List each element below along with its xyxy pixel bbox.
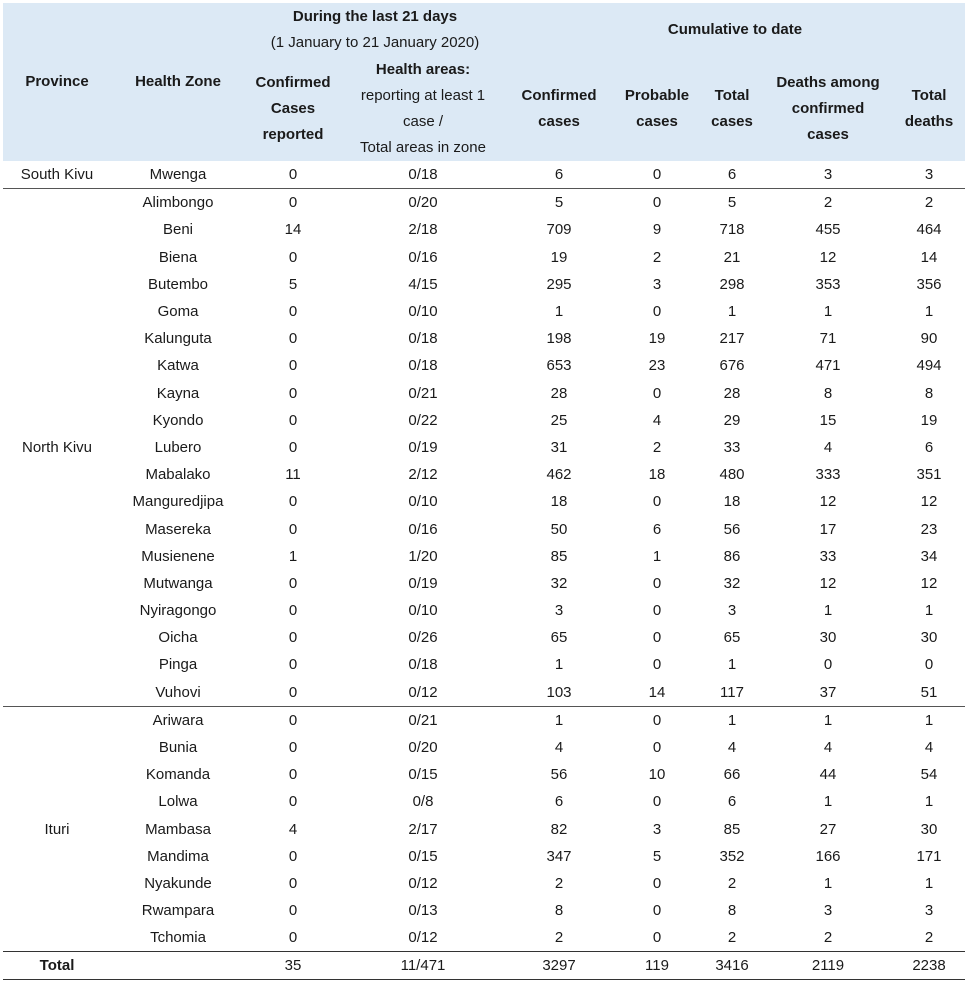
value-cell: 6 bbox=[554, 166, 564, 184]
value-cell: 44 bbox=[819, 766, 837, 784]
table-row bbox=[3, 679, 965, 707]
value-cell: 10 bbox=[648, 766, 666, 784]
value-cell: 12 bbox=[920, 574, 938, 592]
value-cell: 82 bbox=[550, 820, 568, 838]
table-row bbox=[3, 543, 965, 570]
value-cell: 4 bbox=[823, 739, 833, 757]
health-zone-cell: Lubero bbox=[154, 438, 202, 456]
value-cell: 0 bbox=[288, 574, 298, 592]
value-cell: 0/10 bbox=[408, 493, 438, 511]
col-province-header: Province bbox=[3, 3, 111, 161]
value-cell: 65 bbox=[550, 629, 568, 647]
value-cell: 295 bbox=[546, 275, 572, 293]
value-cell: 23 bbox=[920, 520, 938, 538]
value-cell: 27 bbox=[819, 820, 837, 838]
value-cell: 0/12 bbox=[408, 929, 438, 947]
value-cell: 2 bbox=[554, 874, 564, 892]
value-cell: 34 bbox=[920, 547, 938, 565]
total-row bbox=[3, 952, 965, 980]
health-zone-cell: Alimbongo bbox=[111, 189, 245, 217]
value-cell: 56 bbox=[723, 520, 741, 538]
value-cell: 2 bbox=[652, 438, 662, 456]
value-cell: 0 bbox=[652, 739, 662, 757]
value-cell: 6 bbox=[924, 438, 934, 456]
value-cell: 0 bbox=[288, 384, 298, 402]
health-zone-cell: Manguredjipa bbox=[132, 493, 224, 511]
health-zone-cell: Musienene bbox=[141, 547, 215, 565]
health-zone-cell: Lolwa bbox=[158, 793, 198, 811]
value-cell: 653 bbox=[546, 357, 572, 375]
value-cell: 0/13 bbox=[408, 902, 438, 920]
value-cell: 0/18 bbox=[408, 656, 438, 674]
value-cell: 3 bbox=[554, 602, 564, 620]
value-cell: 0 bbox=[288, 357, 298, 375]
health-zone-cell: Goma bbox=[157, 303, 199, 321]
value-cell: 0/20 bbox=[341, 189, 505, 217]
value-cell: 0/15 bbox=[408, 847, 438, 865]
value-cell: 0 bbox=[288, 656, 298, 674]
value-cell: 0 bbox=[245, 706, 341, 734]
health-zone-cell: Kayna bbox=[156, 384, 200, 402]
value-cell: 14 bbox=[648, 683, 666, 701]
health-zone-cell: Biena bbox=[158, 248, 198, 266]
value-cell: 0 bbox=[288, 248, 298, 266]
health-zone-cell: Mambasa bbox=[145, 820, 211, 838]
value-cell: 0 bbox=[652, 303, 662, 321]
value-cell: 31 bbox=[550, 438, 568, 456]
value-cell: 0/16 bbox=[408, 520, 438, 538]
value-cell: 171 bbox=[916, 847, 942, 865]
value-cell: 0/19 bbox=[408, 438, 438, 456]
value-cell: 85 bbox=[550, 547, 568, 565]
value-cell: 9 bbox=[652, 221, 662, 239]
value-cell: 117 bbox=[720, 683, 744, 701]
value-cell: 25 bbox=[550, 411, 568, 429]
value-cell: 0 bbox=[652, 166, 662, 184]
value-cell: 0 bbox=[652, 384, 662, 402]
value-cell: 2 bbox=[893, 189, 965, 217]
value-cell: 0 bbox=[652, 574, 662, 592]
value-cell: 2 bbox=[727, 874, 737, 892]
value-cell: 1 bbox=[924, 874, 934, 892]
value-cell: 86 bbox=[723, 547, 741, 565]
value-cell: 1 bbox=[763, 706, 893, 734]
total-value-cell: 3297 bbox=[505, 952, 613, 980]
value-cell: 21 bbox=[723, 248, 741, 266]
province-cell: South Kivu bbox=[20, 166, 94, 184]
health-zone-cell: Pinga bbox=[158, 656, 198, 674]
value-cell: 0 bbox=[652, 656, 662, 674]
province-cell: North Kivu bbox=[3, 189, 111, 707]
value-cell: 0/16 bbox=[408, 248, 438, 266]
province-cell: Ituri bbox=[3, 706, 111, 952]
value-cell: 19 bbox=[920, 411, 938, 429]
value-cell: 23 bbox=[648, 357, 666, 375]
value-cell: 0 bbox=[288, 683, 298, 701]
value-cell: 0 bbox=[652, 629, 662, 647]
value-cell: 1 bbox=[823, 874, 833, 892]
table-row bbox=[3, 271, 965, 298]
value-cell: 709 bbox=[546, 221, 572, 239]
value-cell: 0 bbox=[652, 493, 662, 511]
value-cell: 6 bbox=[727, 793, 737, 811]
value-cell: 1 bbox=[823, 793, 833, 811]
table-row bbox=[3, 816, 965, 843]
value-cell: 2 bbox=[823, 929, 833, 947]
value-cell: 4 bbox=[823, 438, 833, 456]
value-cell: 0 bbox=[652, 929, 662, 947]
value-cell: 51 bbox=[920, 683, 938, 701]
table-row bbox=[3, 461, 965, 488]
value-cell: 718 bbox=[719, 221, 745, 239]
value-cell: 0/21 bbox=[341, 706, 505, 734]
value-cell: 0/20 bbox=[408, 739, 438, 757]
health-zone-cell: Mandima bbox=[147, 847, 209, 865]
value-cell: 356 bbox=[916, 275, 942, 293]
value-cell: 90 bbox=[920, 330, 938, 348]
col-total-cases-header: Total cases bbox=[701, 57, 763, 161]
value-cell: 11 bbox=[285, 466, 301, 484]
table-row bbox=[3, 380, 965, 407]
value-cell: 352 bbox=[719, 847, 745, 865]
value-cell: 1 bbox=[652, 547, 662, 565]
value-cell: 71 bbox=[819, 330, 837, 348]
health-zone-cell: Oicha bbox=[158, 629, 198, 647]
value-cell: 0 bbox=[652, 602, 662, 620]
group-last-21-days-subtitle: (1 January to 21 January 2020) bbox=[270, 34, 480, 51]
health-zone-cell: Butembo bbox=[147, 275, 209, 293]
value-cell: 1 bbox=[727, 656, 737, 674]
health-zone-cell: Rwampara bbox=[141, 902, 215, 920]
value-cell: 494 bbox=[916, 357, 942, 375]
group-cumulative-header: Cumulative to date bbox=[505, 3, 965, 57]
health-zone-cell: Bunia bbox=[158, 739, 198, 757]
value-cell: 3 bbox=[823, 166, 833, 184]
value-cell: 0 bbox=[288, 929, 298, 947]
total-value-cell: 3416 bbox=[701, 952, 763, 980]
value-cell: 0 bbox=[288, 902, 298, 920]
value-cell: 18 bbox=[648, 466, 666, 484]
table-row bbox=[3, 244, 965, 271]
value-cell: 0/12 bbox=[408, 683, 438, 701]
total-empty-cell bbox=[111, 952, 245, 980]
value-cell: 2/17 bbox=[408, 820, 438, 838]
value-cell: 65 bbox=[723, 629, 741, 647]
value-cell: 0 bbox=[288, 520, 298, 538]
value-cell: 0 bbox=[924, 656, 934, 674]
value-cell: 1 bbox=[505, 706, 613, 734]
value-cell: 8 bbox=[554, 902, 564, 920]
value-cell: 0/15 bbox=[408, 766, 438, 784]
table-row bbox=[3, 597, 965, 624]
value-cell: 18 bbox=[550, 493, 568, 511]
value-cell: 0/22 bbox=[408, 411, 438, 429]
value-cell: 3 bbox=[652, 820, 662, 838]
value-cell: 14 bbox=[920, 248, 938, 266]
group-last-21-days-header bbox=[245, 3, 505, 57]
value-cell: 0 bbox=[288, 493, 298, 511]
value-cell: 0 bbox=[613, 706, 701, 734]
table-row bbox=[3, 706, 965, 734]
value-cell: 1 bbox=[554, 656, 564, 674]
health-zone-cell: Vuhovi bbox=[155, 683, 201, 701]
value-cell: 2 bbox=[924, 929, 934, 947]
table-row bbox=[3, 761, 965, 788]
value-cell: 6 bbox=[554, 793, 564, 811]
health-zone-cell: Beni bbox=[162, 221, 194, 239]
value-cell: 347 bbox=[546, 847, 572, 865]
col-confirmed-cases-header: Confirmed cases bbox=[505, 57, 613, 161]
value-cell: 0 bbox=[288, 411, 298, 429]
value-cell: 0/10 bbox=[408, 303, 438, 321]
value-cell: 85 bbox=[723, 820, 741, 838]
value-cell: 5 bbox=[288, 275, 298, 293]
value-cell: 0/18 bbox=[408, 166, 438, 184]
value-cell: 3 bbox=[924, 166, 934, 184]
value-cell: 0/21 bbox=[408, 384, 438, 402]
health-zone-cell: Mwenga bbox=[149, 166, 207, 184]
group-last-21-days-title: During the last 21 days bbox=[292, 8, 458, 25]
health-zone-cell: Masereka bbox=[145, 520, 211, 538]
value-cell: 1/20 bbox=[408, 547, 438, 565]
value-cell: 0 bbox=[288, 874, 298, 892]
health-zone-cell: Katwa bbox=[157, 357, 199, 375]
value-cell: 0 bbox=[288, 629, 298, 647]
value-cell: 333 bbox=[815, 466, 841, 484]
col-deaths-confirmed-header: Deaths among confirmed cases bbox=[763, 57, 893, 161]
table-row bbox=[3, 298, 965, 325]
table-row bbox=[3, 488, 965, 515]
value-cell: 4 bbox=[924, 739, 934, 757]
value-cell: 12 bbox=[819, 574, 837, 592]
health-zone-cell: Mabalako bbox=[145, 466, 211, 484]
value-cell: 18 bbox=[723, 493, 741, 511]
value-cell: 29 bbox=[723, 411, 741, 429]
table-row bbox=[3, 161, 965, 189]
value-cell: 2 bbox=[652, 248, 662, 266]
value-cell: 0 bbox=[288, 793, 298, 811]
value-cell: 0/12 bbox=[408, 874, 438, 892]
value-cell: 28 bbox=[723, 384, 741, 402]
value-cell: 0 bbox=[245, 189, 341, 217]
value-cell: 0/18 bbox=[408, 330, 438, 348]
value-cell: 353 bbox=[815, 275, 841, 293]
value-cell: 0 bbox=[652, 874, 662, 892]
table-row bbox=[3, 570, 965, 597]
value-cell: 0/8 bbox=[412, 793, 434, 811]
value-cell: 0 bbox=[288, 602, 298, 620]
total-value-cell: 11/471 bbox=[341, 952, 505, 980]
value-cell: 464 bbox=[916, 221, 942, 239]
value-cell: 0/18 bbox=[408, 357, 438, 375]
value-cell: 5 bbox=[505, 189, 613, 217]
value-cell: 1 bbox=[924, 303, 934, 321]
value-cell: 0 bbox=[652, 793, 662, 811]
table-row bbox=[3, 870, 965, 897]
value-cell: 455 bbox=[815, 221, 841, 239]
value-cell: 2 bbox=[727, 929, 737, 947]
value-cell: 19 bbox=[648, 330, 666, 348]
value-cell: 33 bbox=[723, 438, 741, 456]
value-cell: 0/10 bbox=[408, 602, 438, 620]
value-cell: 0 bbox=[652, 902, 662, 920]
table-row bbox=[3, 216, 965, 243]
value-cell: 351 bbox=[916, 466, 942, 484]
col-health-zone-header: Health Zone bbox=[111, 3, 245, 161]
table-row bbox=[3, 325, 965, 352]
value-cell: 17 bbox=[819, 520, 837, 538]
value-cell: 1 bbox=[924, 602, 934, 620]
value-cell: 66 bbox=[723, 766, 741, 784]
table-row bbox=[3, 515, 965, 542]
value-cell: 298 bbox=[719, 275, 745, 293]
value-cell: 0 bbox=[288, 766, 298, 784]
value-cell: 1 bbox=[727, 303, 737, 321]
value-cell: 2 bbox=[554, 929, 564, 947]
total-value-cell: 2119 bbox=[763, 952, 893, 980]
value-cell: 19 bbox=[550, 248, 568, 266]
value-cell: 4/15 bbox=[408, 275, 438, 293]
value-cell: 0 bbox=[288, 330, 298, 348]
col-health-areas-header: Health areas: reporting at least 1 case / Total areas in zone bbox=[341, 57, 505, 161]
total-value-cell: 2238 bbox=[893, 952, 965, 980]
health-zone-cell: Kyondo bbox=[152, 411, 204, 429]
value-cell: 0 bbox=[288, 166, 298, 184]
value-cell: 1 bbox=[554, 303, 564, 321]
col-total-deaths-header: Total deaths bbox=[893, 57, 965, 161]
table-row bbox=[3, 843, 965, 870]
value-cell: 1 bbox=[701, 706, 763, 734]
value-cell: 3 bbox=[823, 902, 833, 920]
value-cell: 32 bbox=[723, 574, 741, 592]
table-row bbox=[3, 897, 965, 924]
value-cell: 4 bbox=[727, 739, 737, 757]
table-body bbox=[3, 161, 965, 980]
value-cell: 103 bbox=[546, 683, 572, 701]
table-row bbox=[3, 352, 965, 379]
value-cell: 1 bbox=[924, 793, 934, 811]
health-zone-cell: Komanda bbox=[145, 766, 211, 784]
value-cell: 5 bbox=[652, 847, 662, 865]
table-row bbox=[3, 788, 965, 815]
health-zone-cell: Tchomia bbox=[150, 929, 206, 947]
value-cell: 2/12 bbox=[408, 466, 438, 484]
value-cell: 6 bbox=[727, 166, 737, 184]
value-cell: 30 bbox=[920, 629, 938, 647]
value-cell: 0 bbox=[288, 739, 298, 757]
value-cell: 0 bbox=[823, 656, 833, 674]
value-cell: 33 bbox=[819, 547, 837, 565]
table-row bbox=[3, 189, 965, 217]
value-cell: 1 bbox=[823, 303, 833, 321]
value-cell: 3 bbox=[924, 902, 934, 920]
value-cell: 0 bbox=[288, 847, 298, 865]
value-cell: 8 bbox=[727, 902, 737, 920]
value-cell: 676 bbox=[719, 357, 745, 375]
value-cell: 2 bbox=[763, 189, 893, 217]
value-cell: 4 bbox=[652, 411, 662, 429]
health-zone-cell: Kalunguta bbox=[144, 330, 212, 348]
health-zone-cell: Nyakunde bbox=[144, 874, 212, 892]
value-cell: 30 bbox=[920, 820, 938, 838]
value-cell: 30 bbox=[819, 629, 837, 647]
value-cell: 37 bbox=[819, 683, 837, 701]
total-value-cell: 35 bbox=[245, 952, 341, 980]
total-label: Total bbox=[3, 952, 111, 980]
value-cell: 0/19 bbox=[408, 574, 438, 592]
table-row bbox=[3, 407, 965, 434]
value-cell: 3 bbox=[727, 602, 737, 620]
value-cell: 0 bbox=[613, 189, 701, 217]
value-cell: 217 bbox=[719, 330, 745, 348]
value-cell: 28 bbox=[550, 384, 568, 402]
value-cell: 198 bbox=[546, 330, 572, 348]
table-row bbox=[3, 924, 965, 952]
value-cell: 0 bbox=[288, 303, 298, 321]
value-cell: 32 bbox=[550, 574, 568, 592]
value-cell: 54 bbox=[920, 766, 938, 784]
value-cell: 6 bbox=[652, 520, 662, 538]
col-probable-cases-header: Probable cases bbox=[613, 57, 701, 161]
value-cell: 14 bbox=[284, 221, 302, 239]
table-row bbox=[3, 734, 965, 761]
total-value-cell: 119 bbox=[613, 952, 701, 980]
value-cell: 4 bbox=[288, 820, 298, 838]
value-cell: 12 bbox=[819, 493, 837, 511]
value-cell: 12 bbox=[920, 493, 938, 511]
value-cell: 56 bbox=[550, 766, 568, 784]
value-cell: 1 bbox=[823, 602, 833, 620]
table-header bbox=[3, 3, 965, 161]
value-cell: 0 bbox=[288, 438, 298, 456]
value-cell: 15 bbox=[819, 411, 837, 429]
value-cell: 462 bbox=[546, 466, 572, 484]
value-cell: 471 bbox=[815, 357, 841, 375]
value-cell: 50 bbox=[550, 520, 568, 538]
value-cell: 1 bbox=[893, 706, 965, 734]
health-zone-cell: Nyiragongo bbox=[139, 602, 217, 620]
value-cell: 480 bbox=[719, 466, 745, 484]
col-confirmed-reported-header: Confirmed Cases reported bbox=[245, 57, 341, 161]
value-cell: 4 bbox=[554, 739, 564, 757]
table-row bbox=[3, 624, 965, 651]
value-cell: 8 bbox=[924, 384, 934, 402]
table-row bbox=[3, 434, 965, 461]
health-zone-cell: Mutwanga bbox=[143, 574, 213, 592]
value-cell: 5 bbox=[701, 189, 763, 217]
health-zone-cell: Ariwara bbox=[111, 706, 245, 734]
value-cell: 166 bbox=[815, 847, 841, 865]
ebola-cases-table bbox=[3, 3, 965, 980]
table-row bbox=[3, 651, 965, 678]
value-cell: 0/26 bbox=[408, 629, 438, 647]
value-cell: 12 bbox=[819, 248, 837, 266]
value-cell: 2/18 bbox=[408, 221, 438, 239]
value-cell: 1 bbox=[288, 547, 298, 565]
value-cell: 3 bbox=[652, 275, 662, 293]
value-cell: 8 bbox=[823, 384, 833, 402]
